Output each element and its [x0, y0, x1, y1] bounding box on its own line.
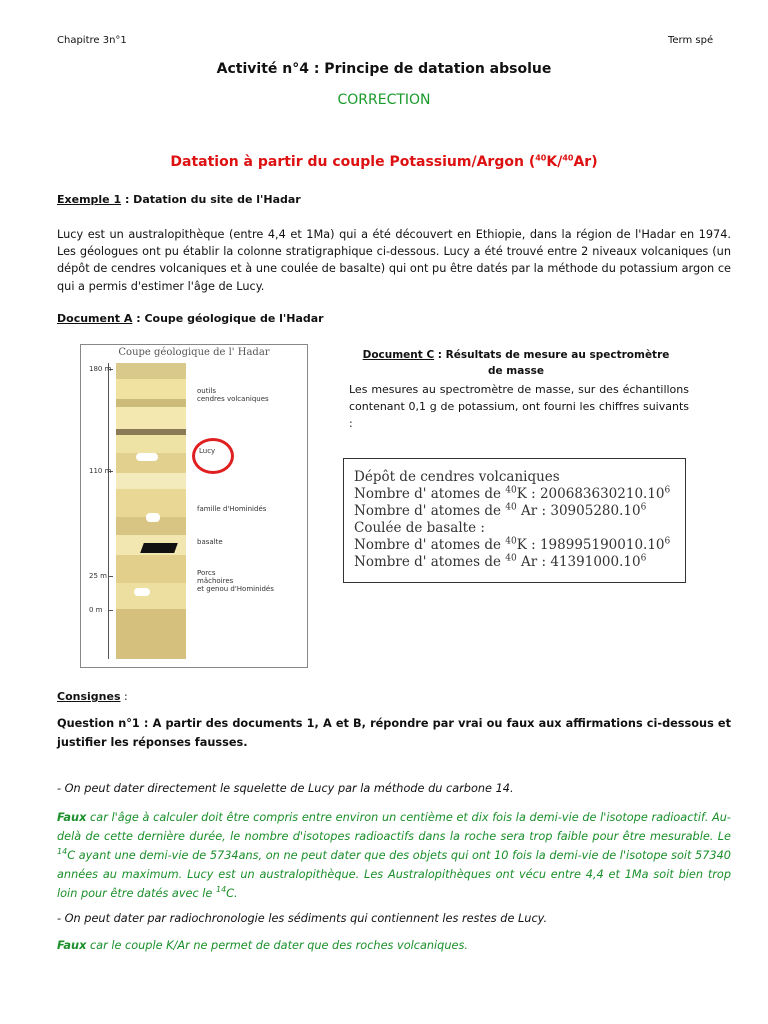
stratigraphic-column-figure [80, 344, 308, 668]
answer-1: Faux car l'âge à calculer doit être compris entre environ un centième et dix fois la demi-vie de l'isotope radioactif. Au-delà de cette dernière durée, le nombre d'isotopes radioactifs dans la roche sera trop faible pour être mesurable. Le $^{14}$C ayant une demi-vie de 5734ans, on ne peut dater que des objets qui ont 10 fois la demi-vie de l'isotope soit 57340 années au maximum. Lucy est un australopithèque. Les Australopithèques ont vécu entre 4,4 et 1Ma soit bien trop loin pour être datés avec le $^{14}$C. [57, 811, 731, 900]
example-heading: Exemple 1 : Datation du site de l'Hadar [57, 193, 301, 206]
lucy-highlight-circle [192, 438, 234, 474]
ash-label: outils cendres volcaniques [197, 387, 269, 403]
tick-label: 180 m [89, 365, 112, 373]
tick-label: 25 m [89, 572, 107, 580]
ash-heading: Dépôt de cendres volcaniques [354, 469, 560, 485]
page-title: Activité n°4 : Principe de datation absolue [216, 61, 552, 77]
question-1: Question n°1 : A partir des documents 1, A et B, répondre par vrai ou faux aux affirmations ci-dessous et justifier les réponses fausses. [57, 717, 731, 749]
level-label: Term spé [668, 35, 714, 46]
statement-1: - On peut dater directement le squelette de Lucy par la méthode du carbone 14. [57, 782, 514, 795]
hominid-remains [146, 513, 160, 522]
hominids-label: famille d'Hominidés [197, 505, 267, 513]
basalt-label: basalte [197, 538, 223, 546]
figure-title: Coupe géologique de l' Hadar [118, 347, 270, 358]
pig-jaws [134, 588, 150, 596]
correction-label: CORRECTION [337, 92, 431, 108]
statement-2: - On peut dater par radiochronologie les sédiments qui contiennent les restes de Lucy. [57, 912, 548, 925]
basalt-heading: Coulée de basalte : [354, 520, 485, 536]
results-box [343, 458, 686, 583]
bone-fragments [136, 453, 158, 461]
document-c-heading: Document C : Résultats de mesure au spectromètre de masse [362, 349, 670, 377]
lucy-label: Lucy [199, 447, 216, 455]
pigs-label: Porcs mâchoires et genou d'Hominidés [197, 569, 274, 593]
tick-0 [108, 610, 113, 611]
tick-25 [108, 576, 113, 577]
basalt-k-count: Nombre d' atomes de $^{40}$K : 198995190010.10$^6$ [354, 536, 671, 553]
tick-label: 110 m [89, 467, 112, 475]
chapter-label: Chapitre 3n°1 [57, 35, 127, 46]
section-title: Datation à partir du couple Potassium/Argon ($^{40}$K/$^{40}$Ar) [170, 153, 598, 170]
basalt-layer [140, 543, 178, 553]
intro-paragraph: Lucy est un australopithèque (entre 4,4 et 1Ma) qui a été découvert en Ethiopie, dans la région de l'Hadar en 1974. Les géologues ont pu établir la colonne stratigraphique ci-dessous. Lucy a été trouvé entre 2 niveaux volcaniques (un dépôt de cendres volcaniques et à une coulée de basalte) qui ont pu être datés par la méthode du potassium argon ce qui a permis d'estimer l'âge de Lucy. [57, 228, 731, 293]
ash-ar-count: Nombre d' atomes de $^{40}$ Ar : 30905280.10$^6$ [354, 502, 647, 519]
tick-label: 0 m [89, 606, 103, 614]
basalt-ar-count: Nombre d' atomes de $^{40}$ Ar : 41391000.10$^6$ [354, 553, 647, 570]
document-a-heading: Document A : Coupe géologique de l'Hadar [57, 312, 324, 325]
document-c-text: Les mesures au spectromètre de masse, sur des échantillons contenant 0,1 g de potassium, ont fourni les chiffres suivants : [349, 383, 689, 430]
answer-2: Faux car le couple K/Ar ne permet de dater que des roches volcaniques. [57, 939, 468, 952]
ash-k-count: Nombre d' atomes de $^{40}$K : 200683630210.10$^6$ [354, 485, 671, 502]
consignes-heading: Consignes : [57, 690, 128, 703]
height-axis [108, 363, 109, 659]
rock-column [116, 363, 186, 659]
